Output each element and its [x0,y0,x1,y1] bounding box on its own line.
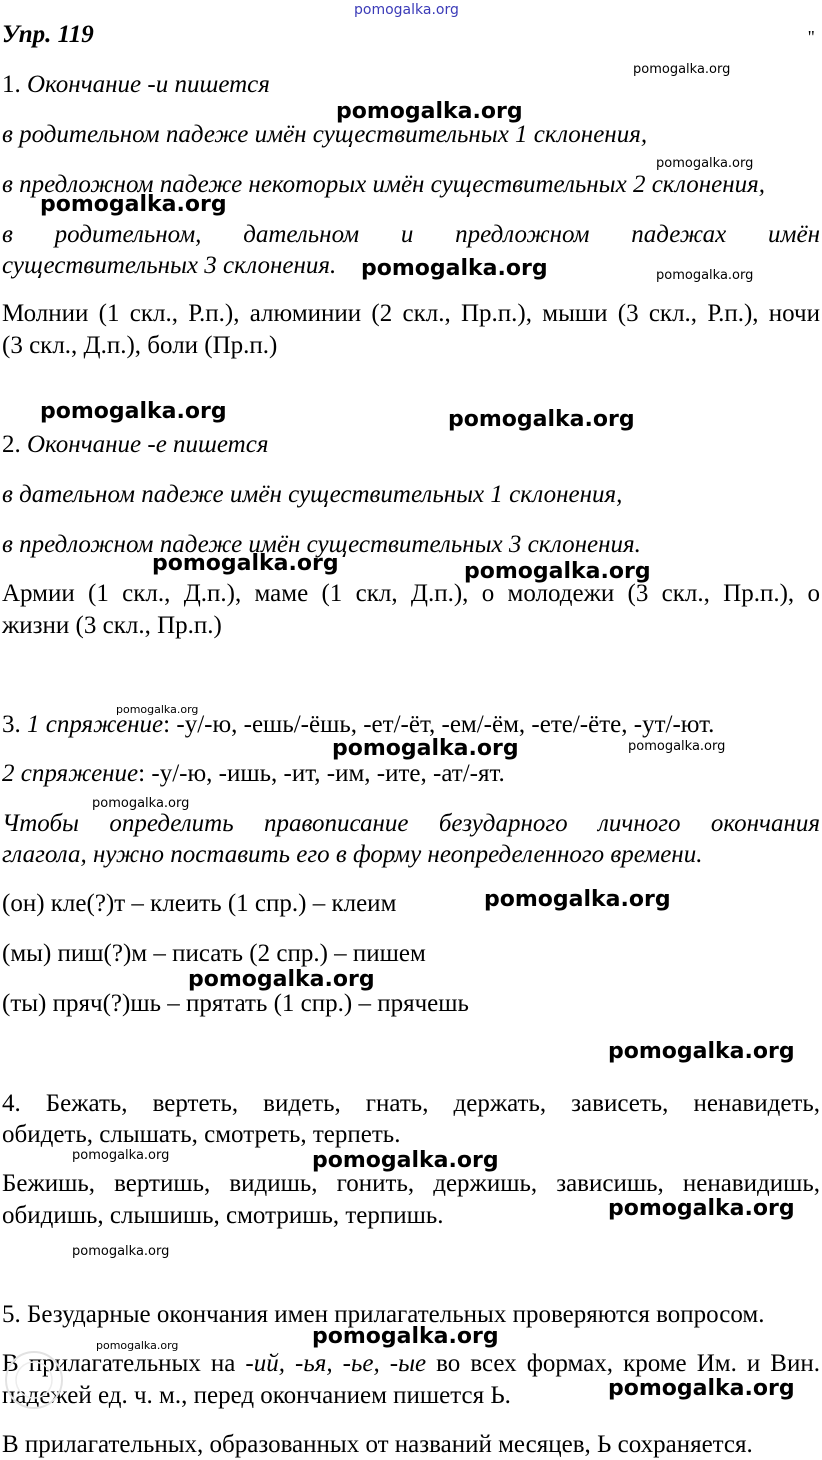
section-5-line: 5. Безударные окончания имен прилагательных проверяются вопросом. [2,1301,765,1328]
section-4-line: 4. Бежать, вертеть, видеть, гнать, держать, зависеть, ненавидеть, [2,1090,820,1117]
watermark: pomogalka.org [96,1339,179,1352]
section-3-example: (ты) пряч(?)шь – прятать (1 спр.) – прячешь [2,990,469,1017]
section-2-rule-line: в дательном падеже имён существительных 1 склонения, [2,481,623,508]
section-1-rule-line: в родительном, дательном и предложном падежах имён [2,221,820,248]
section-3-example: (мы) пиш(?)м – писать (2 спр.) – пишем [2,940,426,967]
section-2-example-line: жизни (3 скл., Пр.п.) [2,612,222,639]
watermark: pomogalka.org [312,1148,499,1173]
section-4-line: Бежишь, вертишь, видишь, гонить, держишь, зависишь, ненавидишь, [2,1170,820,1197]
watermark: pomogalka.org [312,1324,499,1349]
watermark: pomogalka.org [628,739,726,754]
watermark: pomogalka.org [656,268,754,283]
section-3-conjugation-2: 2 спряжение: -у/-ю, -ишь, -ит, -им, -ите, -ат/-ят. [2,760,505,787]
site-watermark-top: pomogalka.org [354,2,459,18]
watermark: pomogalka.org [40,192,227,217]
section-4-line: обидеть, слышать, смотреть, терпеть. [2,1121,401,1148]
corner-mark: '' [808,27,815,47]
section-4-line: обидишь, слышишь, смотришь, терпишь. [2,1202,444,1229]
watermark: pomogalka.org [608,1196,795,1221]
section-2-example-line: Армии (1 скл., Д.п.), маме (1 скл, Д.п.), о молодежи (3 скл., Пр.п.), о [2,580,820,607]
watermark: pomogalka.org [40,399,227,424]
watermark: pomogalka.org [608,1039,795,1064]
watermark: pomogalka.org [448,407,635,432]
watermark: pomogalka.org [332,736,519,761]
watermark: pomogalka.org [72,1244,170,1259]
section-2-rule-line: в предложном падеже имён существительных 3 склонения. [2,531,641,558]
section-3-rule-line: Чтобы определить правописание безударного личного окончания [2,810,820,837]
section-5-line: В прилагательных, образованных от названий месяцев, Ь сохраняется. [2,1431,753,1458]
section-1-rule-line: в родительном падеже имён существительных 1 склонения, [2,121,648,148]
watermark: pomogalka.org [608,1376,795,1401]
watermark: pomogalka.org [152,551,339,576]
section-3-conjugation-1: 3. 1 спряжение: -у/-ю, -ешь/-ёшь, -ет/-ёт, -ем/-ём, -ете/-ёте, -ут/-ют. [2,711,715,738]
watermark: pomogalka.org [336,99,523,124]
section-1-example-line: (3 скл., Д.п.), боли (Пр.п.) [2,332,278,359]
section-5-line: падежей ед. ч. м., перед окончанием пишется Ь. [2,1382,511,1409]
watermark: pomogalka.org [188,967,375,992]
section-2-heading: 2. Окончание -е пишется [2,431,269,458]
section-3-rule-line: глагола, нужно поставить его в форму неопределенного времени. [2,841,703,868]
watermark: pomogalka.org [484,887,671,912]
faint-stamp-icon [4,1340,114,1420]
watermark: pomogalka.org [361,256,548,281]
section-1-rule-line: существительных 3 склонения. [2,252,337,279]
section-1-rule-line: в предложном падеже некоторых имён существительных 2 склонения, [2,171,765,198]
watermark: pomogalka.org [633,62,731,77]
watermark: pomogalka.org [72,1148,170,1163]
watermark: pomogalka.org [656,156,754,171]
watermark: pomogalka.org [116,703,199,716]
watermark: pomogalka.org [92,796,190,811]
section-1-example-line: Молнии (1 скл., Р.п.), алюминии (2 скл., Пр.п.), мыши (3 скл., Р.п.), ночи [2,300,820,327]
watermark: pomogalka.org [464,559,651,584]
section-1-heading: 1. Окончание -и пишется [2,71,270,98]
exercise-title: Упр. 119 [2,21,94,48]
section-5-line: В прилагательных на -ий, -ья, -ье, -ые во всех формах, кроме Им. и Вин. [2,1350,820,1377]
section-3-example: (он) кле(?)т – клеить (1 спр.) – клеим [2,890,397,917]
